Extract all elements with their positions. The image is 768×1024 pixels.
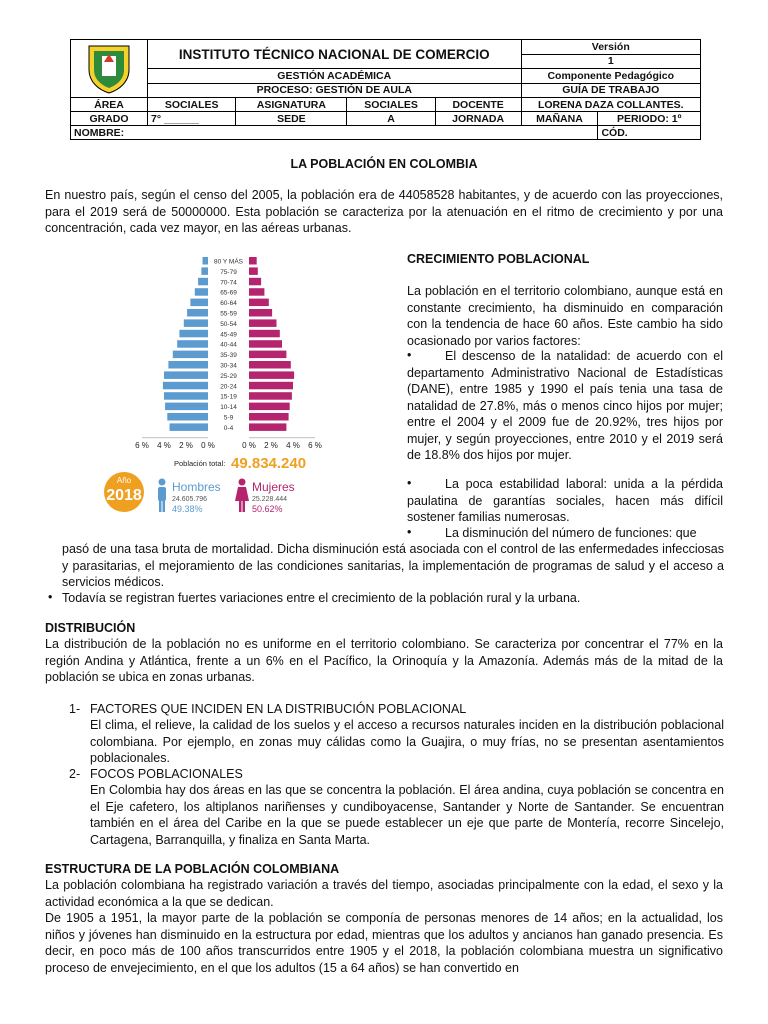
- woman-icon: [235, 479, 249, 513]
- men-bar: [163, 382, 208, 390]
- jornada-label: JORNADA: [435, 112, 521, 126]
- women-bar: [249, 340, 282, 348]
- men-label: Hombres: [172, 480, 221, 494]
- version-value: 1: [521, 54, 700, 69]
- crecimiento-bullet-1: El descenso de la natalidad: de acuerdo con el departamento Administrativo Nacional de Estadísticas (DANE), entre 1985 y 1990 el país tenia una tasa de natalidad de 27.8%, más o menos cinco hijos por mujer; entre el 2004 y el 2009 fue de 20.92%, tres hijos por mujer, y según proyecciones, entre 2010 y el 2019 será de 18.8% dos hijos por mujer.: [407, 349, 723, 462]
- women-bar: [249, 423, 286, 431]
- item-2-title: FOCOS POBLACIONALES: [90, 767, 243, 781]
- bullet-icon: •: [48, 590, 53, 604]
- cod-field[interactable]: CÓD.: [598, 126, 701, 140]
- men-bar: [165, 403, 208, 411]
- women-bar: [249, 330, 280, 338]
- estructura-title: ESTRUCTURA DE LA POBLACIÓN COLOMBIANA: [45, 862, 340, 876]
- age-label: 75-79: [220, 268, 237, 276]
- age-label: 15-19: [220, 393, 237, 401]
- women-count: 25.228.444: [252, 496, 288, 503]
- age-label: 35-39: [220, 352, 237, 360]
- nombre-field[interactable]: NOMBRE:: [71, 126, 598, 140]
- guia-label: GUÍA DE TRABAJO: [521, 83, 700, 98]
- men-pct: 49.38%: [172, 504, 203, 514]
- total-label: Población total:: [174, 459, 226, 468]
- women-bar: [249, 299, 269, 307]
- tick-label: 4 %: [157, 440, 171, 450]
- men-bar: [164, 392, 208, 400]
- grado-value[interactable]: 7° ______: [148, 112, 236, 126]
- crecimiento-bullet-2: La poca estabilidad laboral: unida a la pérdida paulatina de garantías sociales, hacen más difícil sostener familias numerosas.: [407, 477, 723, 524]
- women-bar: [249, 351, 286, 359]
- shield-logo-icon: [81, 40, 137, 94]
- gestion-label: GESTIÓN ACADÉMICA: [148, 69, 522, 84]
- women-bar: [249, 403, 290, 411]
- men-bar: [187, 309, 208, 317]
- year-label: 2018: [106, 487, 142, 504]
- item-2-number: 2-: [69, 767, 81, 781]
- age-label: 10-14: [220, 404, 237, 412]
- jornada-value: MAÑANA: [521, 112, 598, 126]
- sede-value: A: [347, 112, 435, 126]
- age-label: 70-74: [220, 279, 237, 287]
- men-bar: [167, 413, 208, 421]
- crecimiento-paragraph: La población en el territorio colombiano, aunque está en constante crecimiento, ha disminuido en comparación con la tendencia de hace 60 años. Este cambio ha sido ocasionado por varios factores:: [407, 284, 723, 348]
- women-bar: [249, 371, 294, 379]
- tick-label: 0 %: [242, 440, 256, 450]
- item-2-text: En Colombia hay dos áreas en las que se concentra la población. El área andina, cuya población se concentra en el Eje cafetero, los altiplanos nariñenses y cundiboyacense, Santander y Norte de Santander. Se encuentran también en el área del Caribe en la que se puede establecer un eje que parte de Montería, recorre Sincelejo, Cartagena, Barranquilla, y finaliza en Santa Marta.: [90, 783, 724, 847]
- estructura-paragraph-2: De 1905 a 1951, la mayor parte de la población se componía de personas menores de 14 años; en la actualidad, los niños y jóvenes han disminuido en la estructura por edad, mientras que los adultos y ancianos han ganado presencia. Es decir, en poco más de 100 años transcurridos entre 1905 y el 2018, la población colombiana muestra un significativo proceso de envejecimiento, en el que los adultos (15 a 64 años) se han convertido en: [45, 911, 723, 975]
- age-label: 55-59: [220, 310, 237, 318]
- age-label: 45-49: [220, 331, 237, 339]
- intro-paragraph: En nuestro país, según el censo del 2005, la población era de 44058528 habitantes, y de acuerdo con las proyecciones, para el 2019 será de 50000000. Esta población se caracteriza por la atenuación en el ritmo de crecimiento y por una concentración, cada vez mayor, en las aéreas urbanas.: [45, 188, 723, 235]
- tick-label: 0 %: [201, 440, 215, 450]
- school-logo: [71, 40, 148, 98]
- tick-label: 6 %: [308, 440, 322, 450]
- age-label: 50-54: [220, 320, 237, 328]
- sede-label: SEDE: [236, 112, 347, 126]
- population-pyramid-chart: [106, 252, 343, 524]
- componente-label: Componente Pedagógico: [521, 69, 700, 84]
- total-value: 49.834.240: [231, 455, 307, 472]
- periodo-label: PERIODO: 1º: [598, 112, 701, 126]
- bullet-icon: •: [407, 348, 412, 362]
- header-table: [70, 39, 701, 140]
- women-pct: 50.62%: [252, 504, 283, 514]
- age-label: 30-34: [220, 362, 237, 370]
- age-label: 5-9: [223, 414, 234, 422]
- age-label: 0-4: [223, 424, 234, 432]
- age-label: 20-24: [220, 383, 237, 391]
- estructura-paragraph-1: La población colombiana ha registrado variación a través del tiempo, asociadas principalmente con la edad, el sexo y la actividad económica a la que se dedican.: [45, 878, 723, 909]
- docente-label: DOCENTE: [435, 98, 521, 112]
- women-bar: [249, 278, 261, 286]
- crecimiento-bullet-3-start: La disminución del número de funciones: que: [445, 526, 697, 540]
- age-label: 65-69: [220, 289, 237, 297]
- asignatura-value: SOCIALES: [347, 98, 435, 112]
- asignatura-label: ASIGNATURA: [236, 98, 347, 112]
- women-bar: [249, 382, 293, 390]
- women-label: Mujeres: [252, 480, 295, 494]
- tick-label: 4 %: [286, 440, 300, 450]
- age-label: 25-29: [220, 372, 237, 380]
- women-bar: [249, 361, 291, 369]
- bullet-icon: •: [407, 476, 412, 490]
- grado-label: GRADO: [71, 112, 148, 126]
- men-bar: [179, 330, 208, 338]
- tick-label: 6 %: [135, 440, 149, 450]
- man-icon: [158, 479, 166, 513]
- men-bar: [164, 371, 208, 379]
- bullet-icon: •: [407, 525, 412, 539]
- men-bar: [195, 288, 208, 296]
- proceso-label: PROCESO: GESTIÓN DE AULA: [148, 83, 522, 98]
- year-prefix: Año: [116, 476, 132, 485]
- women-bar: [249, 413, 289, 421]
- tick-label: 2 %: [264, 440, 278, 450]
- women-bar: [249, 267, 258, 275]
- page-title: LA POBLACIÓN EN COLOMBIA: [290, 157, 478, 171]
- docente-value: LORENA DAZA COLLANTES.: [521, 98, 700, 112]
- men-bar: [190, 299, 208, 307]
- men-count: 24.605.796: [172, 496, 208, 503]
- school-name: INSTITUTO TÉCNICO NACIONAL DE COMERCIO: [148, 40, 522, 69]
- men-bar: [177, 340, 208, 348]
- men-bar: [198, 278, 208, 286]
- crecimiento-bullet-3-cont: pasó de una tasa bruta de mortalidad. Dicha disminución está asociada con el control de las enfermedades infecciosas y parasitarias, el mejoramiento de las condiciones sanitarias, la implementación de programas de salud y el acceso a servicios médicos.: [62, 542, 724, 589]
- women-bar: [249, 309, 272, 317]
- area-label: ÁREA: [71, 98, 148, 112]
- men-bar: [203, 257, 209, 265]
- men-bar: [168, 361, 208, 369]
- men-bar: [173, 351, 208, 359]
- women-bar: [249, 288, 264, 296]
- age-label: 40-44: [220, 341, 237, 349]
- crecimiento-bullet-4: Todavía se registran fuertes variaciones entre el crecimiento de la población rural y la urbana.: [62, 591, 581, 605]
- men-bar: [201, 267, 208, 275]
- item-1-number: 1-: [69, 702, 81, 716]
- distribucion-paragraph: La distribución de la población no es uniforme en el territorio colombiano. Se caracteriza por concentrar el 77% en la región Andina y Atlántica, frente a un 6% en el Pacífico, la Orinoquía y la Amazonía. Además más de la mitad de la población se ubica en zonas urbanas.: [45, 637, 723, 684]
- age-label: 60-64: [220, 300, 237, 308]
- crecimiento-title: CRECIMIENTO POBLACIONAL: [407, 252, 590, 266]
- area-value: SOCIALES: [148, 98, 236, 112]
- men-bar: [184, 319, 208, 327]
- version-label: Versión: [521, 40, 700, 55]
- distribucion-title: DISTRIBUCIÓN: [45, 621, 136, 635]
- age-label: 80 Y MÁS: [213, 258, 244, 266]
- tick-label: 2 %: [179, 440, 193, 450]
- women-bar: [249, 392, 292, 400]
- women-bar: [249, 319, 277, 327]
- men-bar: [170, 423, 209, 431]
- item-1-text: El clima, el relieve, la calidad de los suelos y el acceso a recursos naturales inciden en la distribución poblacional colombiana. Por ejemplo, en zonas muy cálidas como la Guajira, o muy frías, no se presentan asentamientos poblacionales.: [90, 718, 724, 765]
- women-bar: [249, 257, 257, 265]
- item-1-title: FACTORES QUE INCIDEN EN LA DISTRIBUCIÓN POBLACIONAL: [90, 702, 467, 716]
